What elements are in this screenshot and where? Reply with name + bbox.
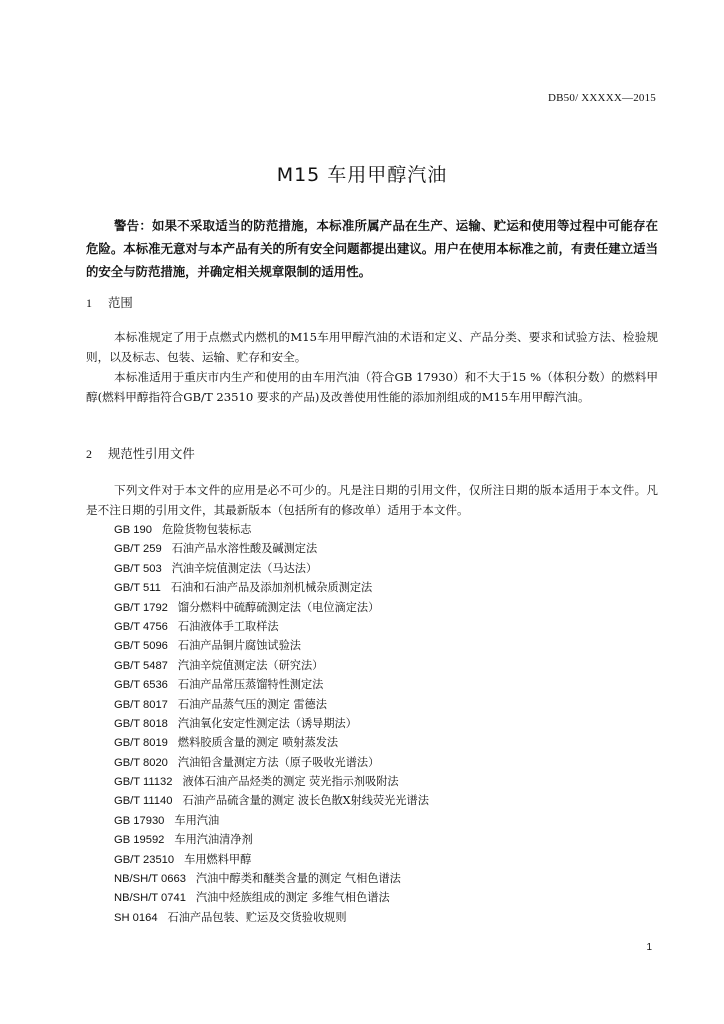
reference-title: 汽油辛烷值测定法（研究法） — [177, 658, 324, 672]
section-title: 范围 — [108, 295, 133, 310]
reference-title: 汽油氧化安定性测定法（诱导期法） — [177, 716, 357, 730]
reference-title: 石油产品蒸气压的测定 雷德法 — [177, 697, 327, 711]
reference-list — [86, 520, 658, 927]
reference-title: 汽油中醇类和醚类含量的测定 气相色谱法 — [195, 872, 401, 886]
reference-title: 馏分燃料中硫醇硫测定法（电位滴定法） — [177, 600, 380, 614]
scope-paragraph-1: 本标准规定了用于点燃式内燃机的M15车用甲醇汽油的术语和定义、产品分类、要求和试验方法、检验规则，以及标志、包装、运输、贮存和安全。 — [86, 330, 658, 364]
section-number: 1 — [86, 296, 92, 310]
reference-title: 危险货物包装标志 — [161, 523, 252, 536]
reference-item — [86, 617, 658, 636]
reference-item — [86, 888, 658, 907]
reference-item — [86, 695, 658, 714]
reference-code: GB 190 — [114, 524, 152, 536]
standard-code: DB50/ XXXXX—2015 — [547, 92, 656, 104]
reference-title: 石油产品硫含量的测定 波长色散X射线荧光光谱法 — [182, 794, 429, 808]
reference-code: GB/T 8020 — [114, 756, 168, 769]
reference-code: GB/T 5487 — [114, 659, 168, 672]
reference-item — [86, 811, 658, 830]
section-normative-references — [86, 444, 658, 927]
reference-item — [86, 869, 658, 888]
reference-title: 车用燃料甲醇 — [184, 852, 252, 866]
reference-item — [86, 714, 658, 733]
reference-code: GB 17930 — [114, 814, 165, 827]
document-title: M15 车用甲醇汽油 — [276, 164, 448, 186]
references-intro-paragraph: 下列文件对于本文件的应用是必不可少的。凡是注日期的引用文件，仅所注日期的版本适用于本文件。凡是不注日期的引用文件，其最新版本（包括所有的修改单）适用于本文件。 — [86, 483, 658, 517]
section-number: 2 — [86, 447, 92, 461]
reference-code: GB/T 8019 — [114, 737, 168, 750]
reference-title: 石油产品铜片腐蚀试验法 — [177, 639, 301, 653]
reference-title: 液体石油产品烃类的测定 荧光指示剂吸附法 — [182, 775, 399, 789]
reference-item — [86, 636, 658, 655]
reference-item — [86, 908, 658, 927]
reference-item — [86, 850, 658, 869]
reference-title: 汽油辛烷值测定法（马达法） — [171, 561, 318, 575]
page-number: 1 — [646, 942, 652, 953]
reference-item — [86, 675, 658, 694]
reference-item — [86, 791, 658, 810]
reference-code: GB/T 511 — [114, 582, 161, 595]
reference-code: GB/T 5096 — [114, 640, 168, 653]
reference-code: GB/T 8017 — [114, 698, 168, 711]
reference-title: 车用汽油 — [174, 813, 220, 827]
reference-title: 石油液体手工取样法 — [177, 619, 279, 633]
section-heading — [86, 293, 658, 313]
reference-item — [86, 733, 658, 752]
reference-item — [86, 559, 658, 578]
scope-paragraph-2: 本标准适用于重庆市内生产和使用的由车用汽油（符合GB 17930）和不大于15 %（体积分数）的燃料甲醇(燃料甲醇指符合GB/T 23510 要求的产品)及改善使用性能的添加剂组成的M15车用甲醇汽油。 — [86, 370, 658, 404]
reference-title: 石油产品常压蒸馏特性测定法 — [177, 678, 324, 692]
reference-code: NB/SH/T 0741 — [114, 892, 186, 905]
reference-item — [86, 598, 658, 617]
reference-title: 车用汽油清净剂 — [174, 833, 253, 847]
reference-item — [86, 539, 658, 558]
reference-code: GB/T 8018 — [114, 717, 168, 730]
reference-title: 汽油中烃族组成的测定 多维气相色谱法 — [195, 891, 390, 905]
reference-title: 石油产品水溶性酸及碱测定法 — [171, 542, 318, 556]
reference-code: GB/T 503 — [114, 562, 162, 575]
reference-code: GB/T 1792 — [114, 601, 168, 614]
reference-code: GB/T 11132 — [114, 776, 173, 789]
reference-code: GB/T 23510 — [114, 853, 175, 866]
reference-code: GB/T 11140 — [114, 795, 173, 808]
reference-item — [86, 772, 658, 791]
section-heading — [86, 444, 658, 464]
warning-paragraph: 警告：如果不采取适当的防范措施，本标准所属产品在生产、运输、贮运和使用等过程中可能存在危险。本标准无意对与本产品有关的所有安全问题都提出建议。用户在使用本标准之前，有责任建立适当的安全与防范措施，并确定相关规章限制的适用性。 — [86, 218, 658, 279]
reference-title: 燃料胶质含量的测定 喷射蒸发法 — [177, 736, 339, 750]
reference-code: GB/T 6536 — [114, 679, 168, 692]
reference-item — [86, 830, 658, 849]
reference-title: 石油和石油产品及添加剂机械杂质测定法 — [170, 581, 373, 595]
section-scope — [86, 293, 658, 407]
reference-code: NB/SH/T 0663 — [114, 873, 186, 886]
reference-code: GB 19592 — [114, 834, 165, 847]
reference-code: GB/T 259 — [114, 543, 162, 556]
reference-code: GB/T 4756 — [114, 620, 168, 633]
reference-item — [86, 520, 658, 539]
reference-item — [86, 656, 658, 675]
reference-code: SH 0164 — [114, 911, 158, 924]
reference-item — [86, 578, 658, 597]
reference-title: 汽油铅含量测定方法（原子吸收光谱法） — [177, 755, 380, 769]
reference-item — [86, 753, 658, 772]
section-title: 规范性引用文件 — [108, 446, 195, 461]
reference-title: 石油产品包装、贮运及交货验收规则 — [167, 910, 347, 924]
